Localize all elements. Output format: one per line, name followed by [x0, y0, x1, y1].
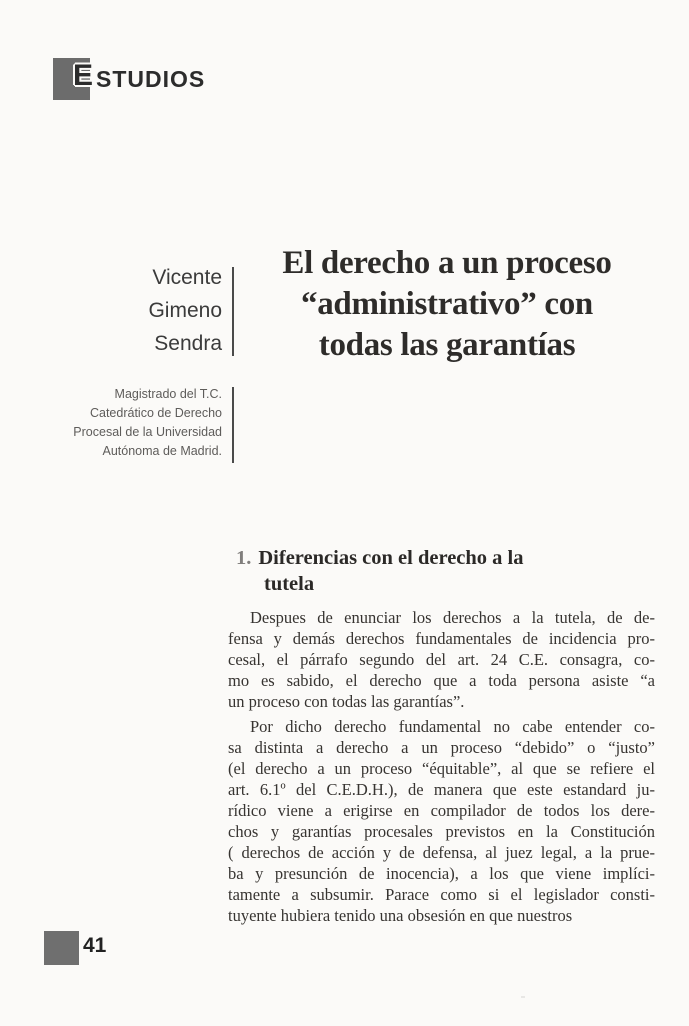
text-line: tamente a subsumir. Parace como si el legislador consti- [228, 885, 655, 904]
text-line: Despues de enunciar los derechos a la tutela, de de- [250, 608, 655, 627]
text-line: chos y garantías procesales previstos en la Constitución [228, 822, 655, 841]
author-credentials [0, 385, 222, 461]
heading-line [236, 545, 656, 571]
divider-line [232, 267, 234, 356]
text-line: mo es sabido, el derecho que a toda persona asiste “a [228, 671, 655, 690]
title-line: “administrativo” con [301, 286, 593, 322]
credential-line: Magistrado del T.C. [114, 387, 222, 401]
text-line: cesal, el párrafo segundo del art. 24 C.E. consagra, co- [228, 650, 655, 669]
credential-line: Catedrático de Derecho [89, 406, 222, 420]
heading-number: 1. [236, 547, 252, 569]
author-line: Vicente [152, 266, 222, 289]
heading-text: Diferencias con el derecho a la [258, 547, 524, 569]
heading-line: tutela [264, 573, 315, 595]
section-banner [53, 57, 273, 103]
scan-speck [521, 996, 525, 998]
section-heading [236, 545, 656, 597]
author-line: Gimeno [148, 299, 222, 322]
page-number: 41 [83, 934, 107, 957]
author-line: Sendra [154, 332, 222, 355]
credential-line: Autónoma de Madrid. [102, 444, 222, 458]
text-line: ( derechos de acción y de defensa, al juez legal, a la prue- [228, 843, 655, 862]
title-line: todas las garantías [318, 327, 576, 363]
banner-initial: E [73, 59, 94, 92]
paragraph [228, 716, 655, 926]
text-line: ba y presunción de inocencia), a los que viene implíci- [228, 864, 655, 883]
text-line: Por dicho derecho fundamental no cabe entender co- [250, 717, 655, 736]
divider-line [232, 387, 234, 463]
text-line: sa distinta a derecho a un proceso “debido” o “justo” [228, 738, 655, 757]
paragraph [228, 607, 655, 712]
banner-label: STUDIOS [96, 66, 206, 92]
title-line: El derecho a un proceso [282, 245, 612, 281]
credential-line: Procesal de la Universidad [73, 425, 222, 439]
author-name [0, 261, 222, 360]
text-line: fensa y demás derechos fundamentales de incidencia pro- [228, 629, 655, 648]
article-title [238, 243, 656, 366]
text-line: rídico viene a erigirse en compilador de todos los dere- [228, 801, 655, 820]
text-line: art. 6.1º del C.E.D.H.), de manera que este estandard ju- [228, 780, 655, 799]
text-line: un proceso con todas las garantías”. [228, 692, 465, 711]
footer-square [44, 931, 79, 965]
text-line: tuyente hubiera tenido una obsesión en que nuestros [228, 906, 573, 925]
text-line: (el derecho a un proceso “équitable”, al que se refiere el [228, 759, 655, 778]
